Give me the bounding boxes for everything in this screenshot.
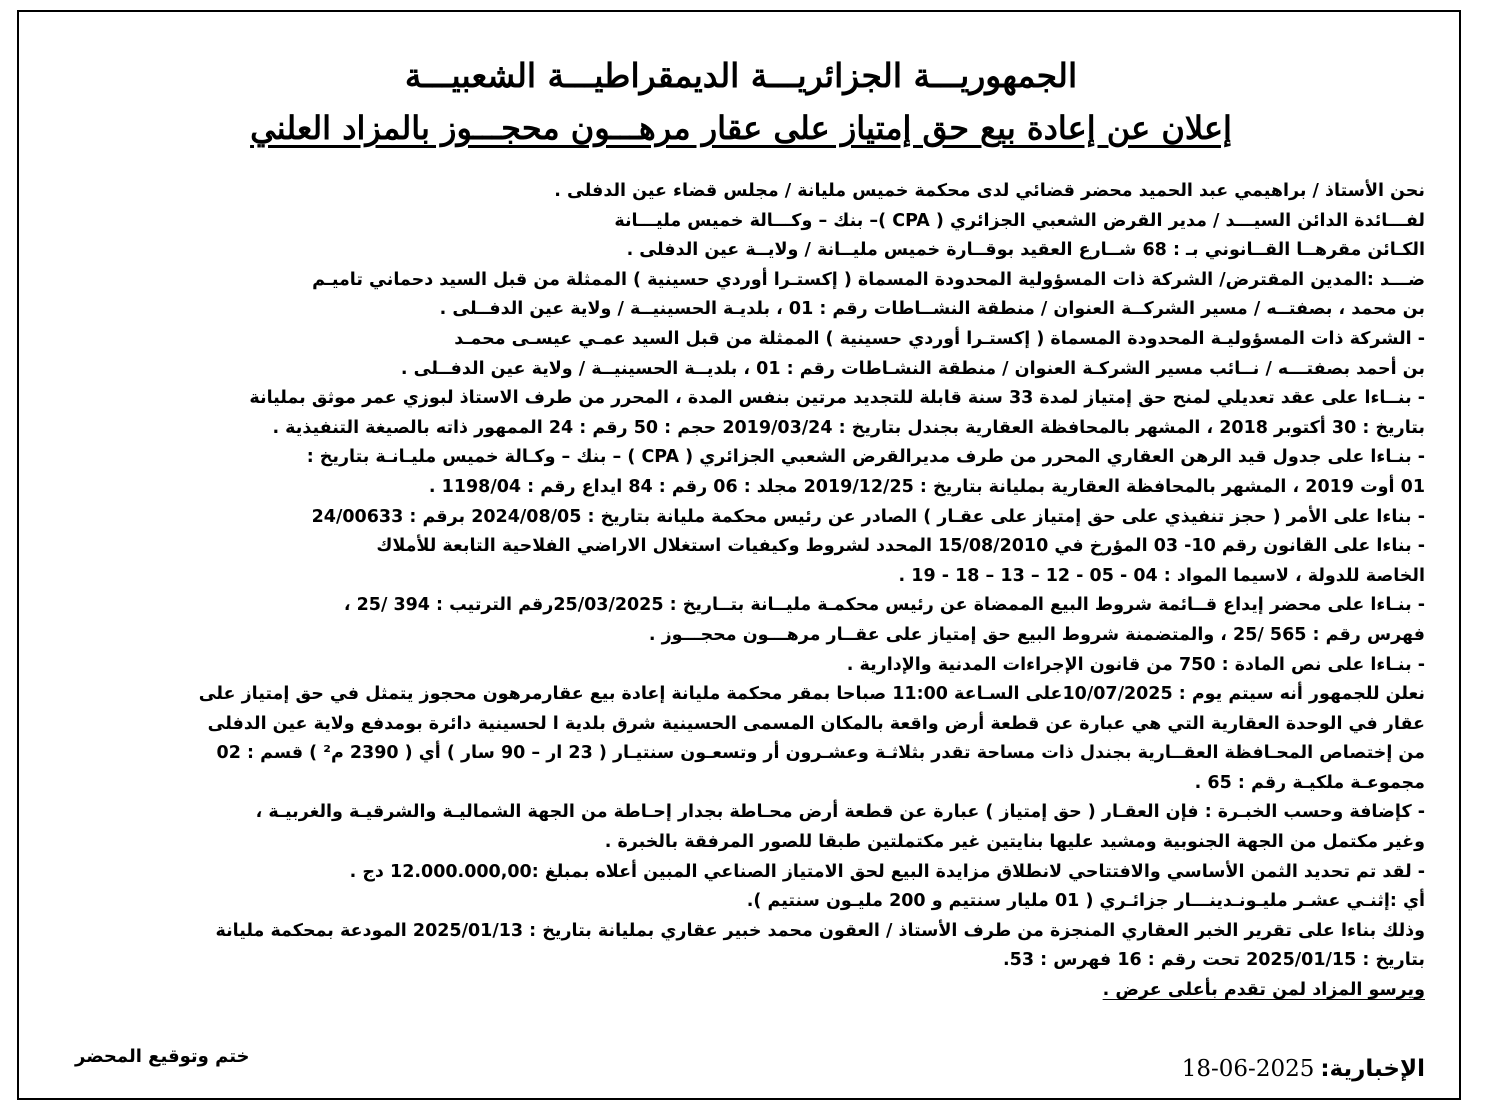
document-subtitle: إعلان عن إعادة بيع حق إمتياز على عقار مرهـــون محجـــوز بالمزاد العلني <box>250 109 1232 147</box>
body-line: بتاريخ : 30 أكتوبر 2018 ، المشهر بالمحافظة العقارية بجندل بتاريخ : 2019/03/24 حجم : 50 رقم : 24 الممهور ذاته بالصيغة التنفيذية . <box>272 417 1425 438</box>
body-line-closing: ويرسو المزاد لمن تقدم بأعلى عرض . <box>1102 980 1425 1001</box>
publication-info <box>1182 1056 1425 1082</box>
document-title: الجمهوريـــة الجزائريـــة الديمقراطيـــة الشعبيـــة <box>404 56 1078 95</box>
body-line: بتاريخ : 2025/01/15 تحت رقم : 16 فهرس : 53. <box>1003 950 1425 971</box>
body-line: وذلك بناءا على تقرير الخبر العقاري المنجزة من طرف الأستاذ / العقون محمد خبير عقاري بمليانة بتاريخ : 2025/01/13 المودعة بمحكمة مليانة <box>215 920 1425 941</box>
body-line: 01 أوت 2019 ، المشهر بالمحافظة العقارية بمليانة بتاريخ : 2019/12/25 مجلد : 06 رقم : 84 ايداع رقم : 1198/04 . <box>428 476 1425 497</box>
body-line: - بنـاءا على نص المادة : 750 من قانون الإجراءات المدنية والإدارية . <box>846 654 1425 675</box>
publication-label: الإخبارية: <box>1320 1056 1425 1082</box>
body-line: - بنـاءا على محضر إيداع قــائمة شروط البيع الممضاة عن رئيس محكمـة مليــانة بتــاريخ : 25/03/2025رقم الترتيب : 394 /25 ، <box>343 595 1425 616</box>
body-line: فهرس رقم : 565 /25 ، والمتضمنة شروط البيع حق إمتياز على عقــار مرهـــون محجـــوز . <box>648 624 1425 645</box>
body-line: أي :إثنـي عشـر مليـونـدينـــار جزائـري ( 01 مليار سنتيم و 200 مليـون سنتيم ). <box>746 891 1425 912</box>
body-line: بن محمد ، بصفتــه / مسير الشركــة العنوان / منطقة النشــاطات رقم : 01 ، بلديـة الحسينيــة / ولاية عين الدفــلى . <box>439 299 1425 320</box>
body-line: لفـــائدة الدائن السيـــد / مدير القرض الشعبي الجزائري ( CPA )– بنك – وكـــالة خميس مليـــانة <box>614 210 1425 231</box>
body-line: - لقد تم تحديد الثمن الأساسي والافتتاحي لانطلاق مزايدة البيع لحق الامتياز الصناعي المبين أعلاه بمبلغ :12.000.000,00 دج . <box>349 861 1425 882</box>
body-line: نحن الأستاذ / براهيمي عبد الحميد محضر قضائي لدى محكمة خميس مليانة / مجلس قضاء عين الدفلى . <box>554 181 1425 201</box>
body-line: - بنــاءا على عقد تعديلي لمنح حق إمتياز لمدة 33 سنة قابلة للتجديد مرتين بنفس المدة ، المحرر من طرف الاستاذ لبوزي عمر موثق بمليانة <box>249 388 1425 409</box>
body-line: من إختصاص المحـافظة العقــارية بجندل ذات مساحة تقدر بثلاثـة وعشـرون أر وتسعـون سنتيـار ( 23 ار – 90 سار ) أي ( 2390 م² ) قسم : 02 <box>216 743 1425 764</box>
body-line: - كإضافة وحسب الخبـرة : فإن العقـار ( حق إمتياز ) عبارة عن قطعة أرض محـاطة بجدار إحـاطة من الجهة الشماليـة والشرقيـة والغربيـة ، <box>255 802 1425 823</box>
announcement-frame <box>17 10 1461 1100</box>
body-line: الخاصة للدولة ، لاسيما المواد : 04 - 05 - 12 – 13 – 18 - 19 . <box>898 565 1425 586</box>
body-line: - بناءا على القانون رقم 10- 03 المؤرخ في 15/08/2010 المحدد لشروط وكيفيات استغلال الاراضي الفلاحية التابعة للأملاك <box>376 536 1425 557</box>
body-line: نعلن للجمهور أنه سيتم يوم : 10/07/2025على السـاعة 11:00 صباحا بمقر محكمة مليانة إعادة بيع عقارمرهون محجوز يتمثل في حق إمتياز على <box>198 684 1425 705</box>
body-line: ضـــد :المدين المقترض/ الشركة ذات المسؤولية المحدودة المسماة ( إكستـرا أوردي حسينية ) الممثلة من قبل السيد دحماني تاميـم <box>312 269 1425 290</box>
body-line: بن أحمد بصفتـــه / نــائب مسير الشركـة العنوان / منطقة النشـاطات رقم : 01 ، بلديــة الحسينيــة / ولاية عين الدفــلى . <box>400 358 1425 379</box>
body-line: وغير مكتمل من الجهة الجنوبية ومشيد عليها بنايتين غير مكتملتين طبقا للصور المرفقة بالخبرة . <box>604 832 1425 853</box>
announcement-body <box>35 177 1425 1006</box>
body-line: - بناءا على الأمر ( حجز تنفيذي على حق إمتياز على عقـار ) الصادر عن رئيس محكمة مليانة بتاريخ : 2024/08/05 برقم : 24/00633 <box>311 506 1425 527</box>
announcement-document <box>39 12 1443 1102</box>
body-line: - الشركة ذات المسؤوليـة المحدودة المسماة ( إكستـرا أوردي حسينية ) الممثلة من قبل السيد عمـي عيسـى محمـد <box>454 328 1425 349</box>
body-line: الكـائن مقرهــا القــانوني بـ : 68 شــارع العقيد بوقــارة خميس مليــانة / ولايــة عين الدفلى . <box>626 240 1425 261</box>
body-line: عقار في الوحدة العقارية التي هي عبارة عن قطعة أرض واقعة بالمكان المسمى الحسينية شرق بلدية ا لحسينية دائرة بومدفع ولاية عين الدفلى <box>207 713 1425 734</box>
body-line: - بنـاءا على جدول قيد الرهن العقاري المحرر من طرف مديرالقرض الشعبي الجزائري ( CPA ) – بنك – وكـالة خميس مليـانـة بتاريخ : <box>306 447 1425 468</box>
publication-date: 2025-06-18 <box>1181 1056 1315 1082</box>
body-line: مجموعـة ملكيـة رقم : 65 . <box>1194 772 1425 793</box>
signature-label: ختم وتوقيع المحضر <box>75 1046 250 1067</box>
